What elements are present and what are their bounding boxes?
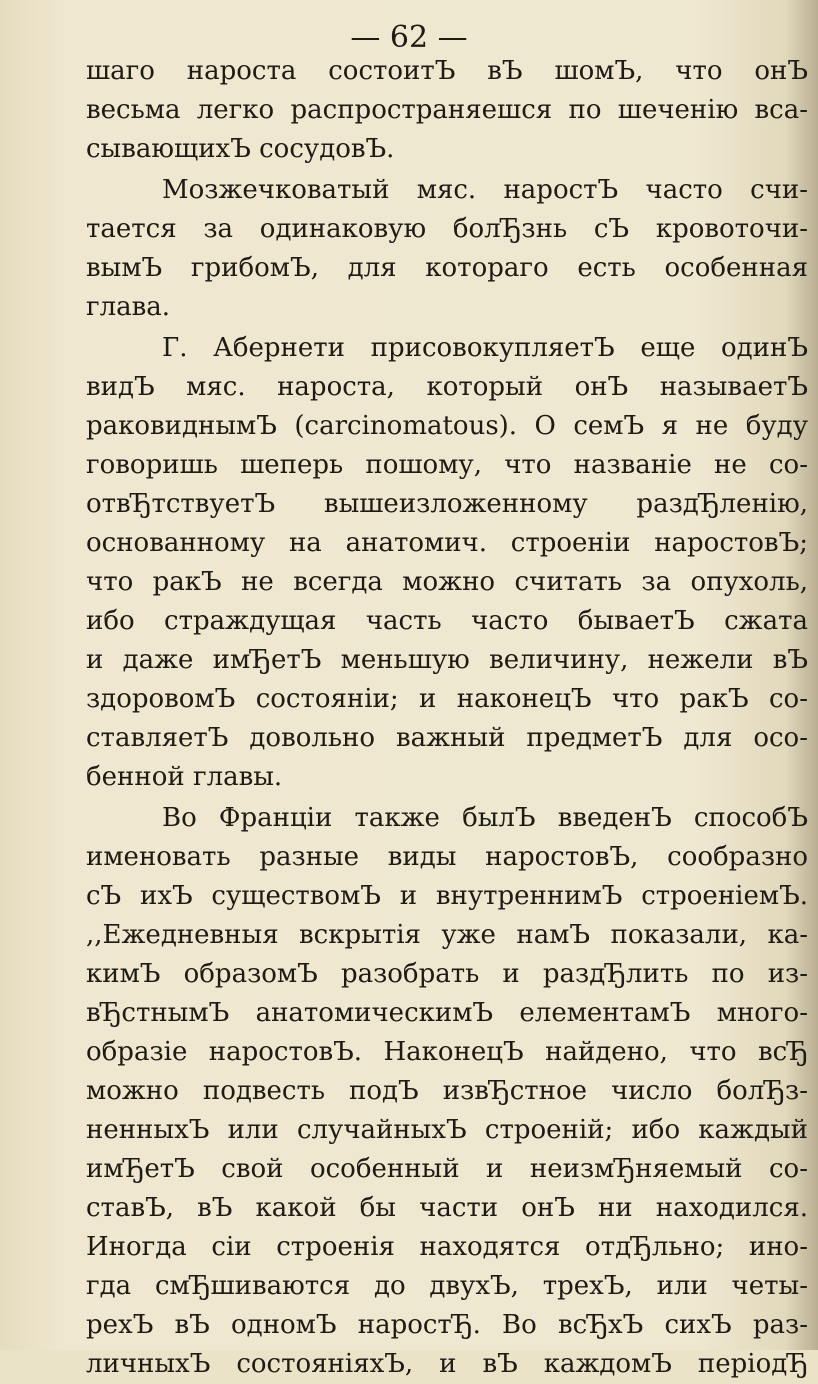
paragraph (86, 171, 808, 327)
text-line: сывающихЪ сосудовЪ. (86, 134, 395, 164)
text-line: шаго нароста состоитЪ вЪ шомЪ, что онЪ (86, 56, 808, 86)
text-line: весьма легко распространяешся по шеченію вса- (86, 95, 808, 125)
text-line: здоровомЪ состояніи; и наконецЪ что ракЪ со- (86, 684, 808, 714)
paragraph (86, 799, 808, 1384)
text-line: образіе наростовЪ. НаконецЪ найдено, что всЂ (86, 1037, 808, 1067)
text-line: раковиднымЪ (carcinomatous). О семЪ я не буду (86, 411, 808, 441)
text-line: ибо страждущая часть часто бываетЪ сжата (86, 606, 808, 636)
text-line: глава. (86, 292, 171, 322)
text-line: именовать разные виды наростовЪ, сообразно (86, 842, 808, 872)
text-line: бенной главы. (86, 762, 283, 792)
text-line: вымЪ грибомЪ, для котораго есть особенная (86, 253, 808, 283)
text-line: можно подвесть подЪ извЂстное число болЂз- (86, 1076, 808, 1106)
text-line: гда смЂшиваются до двухЪ, трехЪ, или четы- (86, 1271, 808, 1301)
text-line: имЂетЪ свой особенный и неизмЂняемый со- (86, 1154, 808, 1184)
text-line: рехЪ вЪ одномЪ наростЂ. Во всЂхЪ сихЪ раз- (86, 1310, 808, 1340)
text-line: вЂстнымЪ анатомическимЪ елементамЪ много- (86, 998, 808, 1028)
text-line: Г. Абернети присовокупляетЪ еще одинЪ (162, 333, 808, 363)
text-line: ненныхЪ или случайныхЪ строеній; ибо каждый (86, 1115, 808, 1145)
text-line: ,,Ежедневныя вскрытія уже намЪ показали, ка- (86, 920, 808, 950)
paragraph (86, 52, 808, 169)
text-line: говоришь шеперь пошому, что названіе не со- (86, 450, 808, 480)
body-text (86, 52, 808, 1384)
text-line: сЪ ихЪ существомЪ и внутреннимЪ строеніемЪ. (86, 881, 808, 911)
text-line: что ракЪ не всегда можно считать за опухоль, (86, 567, 808, 597)
text-line: личныхЪ состояніяхЪ, и вЪ каждомЪ періодЂ (86, 1349, 808, 1379)
page-number: — 62 — (350, 20, 468, 55)
text-line: видЪ мяс. нароста, который онЪ называетЪ (86, 372, 808, 402)
text-line: основанному на анатомич. строеніи наростовЪ; (86, 528, 808, 558)
text-line: тается за одинаковую болЂзнь сЪ кровоточи- (86, 214, 808, 244)
paragraph (86, 329, 808, 797)
text-line: отвЂтствуетЪ вышеизложенному раздЂленію, (86, 489, 808, 519)
text-line: Мозжечковатый мяс. наростЪ часто счи- (162, 175, 808, 205)
text-line: ставляетЪ довольно важный предметЪ для осо- (86, 723, 808, 753)
text-line: и даже имЂетЪ меньшую величину, нежели вЪ (86, 645, 808, 675)
text-line: ставЪ, вЪ какой бы части онЪ ни находился. (86, 1193, 808, 1223)
text-line: Иногда сіи строенія находятся отдЂльно; ино- (86, 1232, 808, 1262)
text-line: Во Франціи также былЪ введенЪ способЪ (162, 803, 808, 833)
text-line: кимЪ образомЪ разобрать и раздЂлить по из- (86, 959, 808, 989)
